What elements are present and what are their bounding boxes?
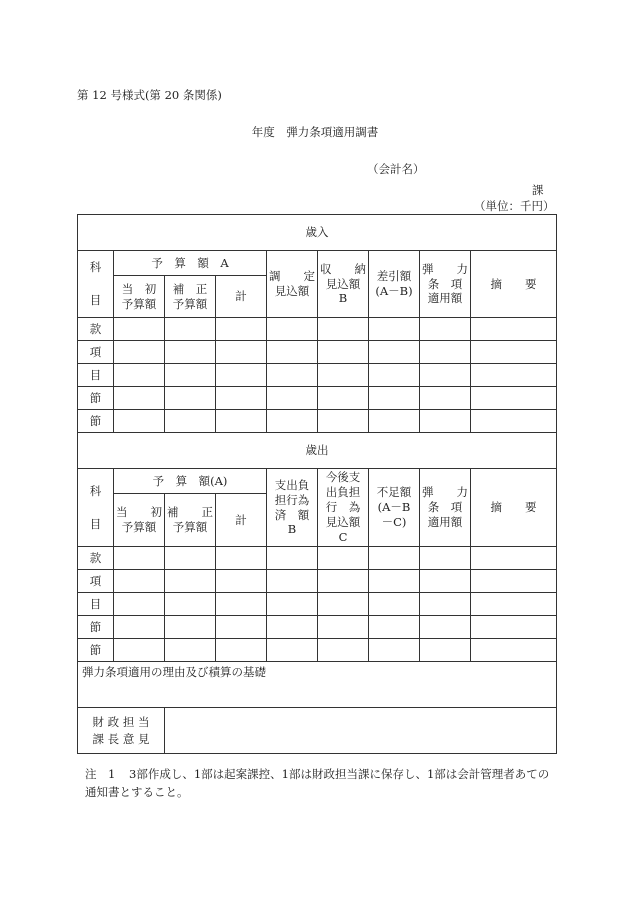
expenditure-row — [78, 547, 557, 570]
cell[interactable] — [420, 410, 471, 433]
expenditure-elastic-applied-header: 弾 力 条 項 適用額 — [420, 469, 471, 547]
revenue-row-label: 節 — [78, 387, 114, 410]
cell[interactable] — [267, 639, 318, 662]
cell[interactable] — [216, 639, 267, 662]
expenditure-row-label: 節 — [78, 639, 114, 662]
cell[interactable] — [216, 387, 267, 410]
revenue-budget-group-header: 予 算 額 A — [114, 251, 267, 276]
expenditure-row-label: 節 — [78, 616, 114, 639]
revenue-row — [78, 364, 557, 387]
revenue-row — [78, 341, 557, 364]
revenue-row-label: 目 — [78, 364, 114, 387]
cell[interactable] — [420, 570, 471, 593]
cell[interactable] — [369, 616, 420, 639]
expenditure-supplementary-budget-header: 補 正 予算額 — [165, 494, 216, 547]
cell[interactable] — [165, 593, 216, 616]
cell[interactable] — [216, 547, 267, 570]
cell[interactable] — [420, 341, 471, 364]
reason-label: 弾力条項適用の理由及び積算の基礎 — [82, 665, 266, 679]
cell[interactable] — [420, 547, 471, 570]
cell[interactable] — [114, 410, 165, 433]
expenditure-row — [78, 616, 557, 639]
cell[interactable] — [369, 318, 420, 341]
cell[interactable] — [369, 570, 420, 593]
cell[interactable] — [369, 387, 420, 410]
expenditure-initial-budget-header: 当 初 予算額 — [114, 494, 165, 547]
cell[interactable] — [420, 364, 471, 387]
cell[interactable] — [267, 410, 318, 433]
footnote-label: 注 1 — [85, 767, 116, 781]
cell[interactable] — [471, 341, 557, 364]
cell[interactable] — [114, 547, 165, 570]
revenue-section-row — [78, 215, 557, 251]
cell[interactable] — [369, 364, 420, 387]
cell[interactable] — [471, 570, 557, 593]
revenue-initial-budget-header: 当 初 予算額 — [114, 276, 165, 318]
cell[interactable] — [318, 410, 369, 433]
expenditure-row-label: 項 — [78, 570, 114, 593]
expenditure-total-header: 計 — [216, 494, 267, 547]
expenditure-row — [78, 570, 557, 593]
cell[interactable] — [420, 593, 471, 616]
cell[interactable] — [471, 387, 557, 410]
expenditure-section-title: 歳出 — [78, 433, 557, 469]
cell[interactable] — [369, 341, 420, 364]
cell[interactable] — [369, 410, 420, 433]
cell[interactable] — [216, 616, 267, 639]
revenue-collection-estimate-header: 収 納 見込額 B — [318, 251, 369, 318]
unit-label: （単位：千円） — [474, 199, 555, 213]
cell[interactable] — [267, 364, 318, 387]
cell[interactable] — [216, 410, 267, 433]
expenditure-section-row — [78, 433, 557, 469]
revenue-row-label: 項 — [78, 341, 114, 364]
section-label: 課 — [532, 183, 544, 197]
cell[interactable] — [267, 547, 318, 570]
cell[interactable] — [420, 616, 471, 639]
footnote — [85, 766, 560, 802]
cell[interactable] — [369, 639, 420, 662]
cell[interactable] — [471, 364, 557, 387]
cell[interactable] — [420, 318, 471, 341]
finance-opinion-field[interactable] — [165, 708, 557, 754]
cell[interactable] — [114, 364, 165, 387]
cell[interactable] — [216, 341, 267, 364]
cell[interactable] — [471, 593, 557, 616]
cell[interactable] — [318, 570, 369, 593]
expenditure-budget-group-header: 予 算 額(A) — [114, 469, 267, 494]
cell[interactable] — [318, 341, 369, 364]
cell[interactable] — [471, 547, 557, 570]
revenue-row-label: 款 — [78, 318, 114, 341]
expenditure-future-commitment-header: 今後支 出負担 行 為 見込額 C — [318, 469, 369, 547]
cell[interactable] — [369, 593, 420, 616]
reason-field[interactable] — [78, 662, 557, 708]
cell[interactable] — [318, 387, 369, 410]
cell[interactable] — [318, 318, 369, 341]
cell[interactable] — [114, 318, 165, 341]
cell[interactable] — [267, 616, 318, 639]
cell[interactable] — [216, 593, 267, 616]
revenue-row — [78, 410, 557, 433]
revenue-row — [78, 387, 557, 410]
application-form-table — [77, 214, 557, 754]
cell[interactable] — [165, 616, 216, 639]
cell[interactable] — [165, 341, 216, 364]
cell[interactable] — [318, 547, 369, 570]
expenditure-row-label: 款 — [78, 547, 114, 570]
cell[interactable] — [318, 639, 369, 662]
cell[interactable] — [267, 387, 318, 410]
revenue-supplementary-budget-header: 補 正 予算額 — [165, 276, 216, 318]
cell[interactable] — [216, 570, 267, 593]
form-number: 第 12 号様式(第 20 条関係) — [77, 88, 222, 102]
expenditure-remarks-header: 摘 要 — [471, 469, 557, 547]
cell[interactable] — [216, 364, 267, 387]
cell[interactable] — [420, 387, 471, 410]
revenue-row — [78, 318, 557, 341]
cell[interactable] — [165, 410, 216, 433]
expenditure-row-label: 目 — [78, 593, 114, 616]
cell[interactable] — [216, 318, 267, 341]
cell[interactable] — [471, 639, 557, 662]
cell[interactable] — [318, 616, 369, 639]
revenue-item-column: 科 目 — [78, 251, 114, 318]
cell[interactable] — [471, 616, 557, 639]
account-name-label: （会計名） — [367, 162, 425, 176]
expenditure-shortfall-header: 不足額 (A－B －C) — [369, 469, 420, 547]
cell[interactable] — [114, 616, 165, 639]
cell[interactable] — [267, 570, 318, 593]
cell[interactable] — [165, 364, 216, 387]
cell[interactable] — [165, 387, 216, 410]
cell[interactable] — [420, 639, 471, 662]
revenue-adjusted-estimate-header: 調 定 見込額 — [267, 251, 318, 318]
cell[interactable] — [471, 410, 557, 433]
cell[interactable] — [267, 318, 318, 341]
cell[interactable] — [318, 593, 369, 616]
cell[interactable] — [165, 639, 216, 662]
expenditure-row — [78, 639, 557, 662]
cell[interactable] — [114, 570, 165, 593]
document-title: 年度 弾力条項適用調書 — [251, 125, 379, 139]
cell[interactable] — [471, 318, 557, 341]
revenue-difference-header: 差引額 (A－B) — [369, 251, 420, 318]
expenditure-item-column: 科 目 — [78, 469, 114, 547]
cell[interactable] — [114, 593, 165, 616]
footnote-text: 3部作成し、1部は起案課控、1部は財政担当課に保存し、1部は会計管理者あての通知書とすること。 — [85, 767, 550, 799]
finance-opinion-label: 財 政 担 当 課 長 意 見 — [78, 708, 165, 754]
cell[interactable] — [165, 547, 216, 570]
expenditure-committed-header: 支出負 担行為 済 額 B — [267, 469, 318, 547]
cell[interactable] — [267, 341, 318, 364]
cell[interactable] — [114, 341, 165, 364]
revenue-elastic-applied-header: 弾 力 条 項 適用額 — [420, 251, 471, 318]
revenue-remarks-header: 摘 要 — [471, 251, 557, 318]
cell[interactable] — [318, 364, 369, 387]
revenue-total-header: 計 — [216, 276, 267, 318]
revenue-row-label: 節 — [78, 410, 114, 433]
cell[interactable] — [165, 318, 216, 341]
cell[interactable] — [114, 387, 165, 410]
cell[interactable] — [369, 547, 420, 570]
cell[interactable] — [165, 570, 216, 593]
cell[interactable] — [114, 639, 165, 662]
revenue-section-title: 歳入 — [78, 215, 557, 251]
cell[interactable] — [267, 593, 318, 616]
expenditure-row — [78, 593, 557, 616]
